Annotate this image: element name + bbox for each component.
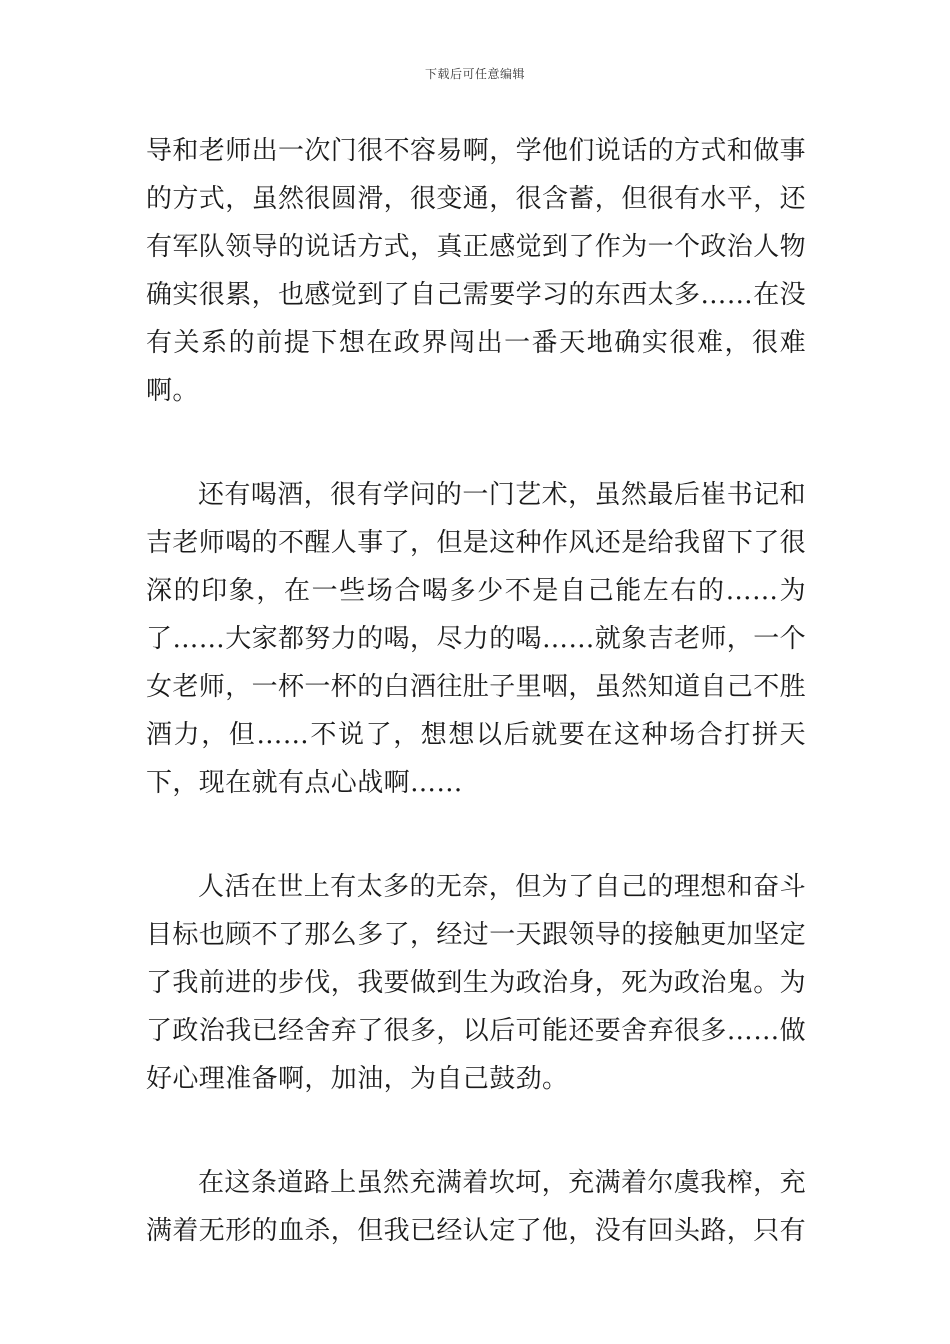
paragraph-1: 导和老师出一次门很不容易啊，学他们说话的方式和做事的方式，虽然很圆滑，很变通，很含蓄，但很有水平，还有军队领导的说话方式，真正感觉到了作为一个政治人物确实很累，也感觉到了自己需要学习的东西太多……在没有关系的前提下想在政界闯出一番天地确实很难，很难啊。 <box>146 136 807 406</box>
paragraph-gap <box>146 807 806 863</box>
paragraph-gap <box>146 1103 806 1159</box>
document-body <box>146 127 806 1255</box>
paragraph-3: 人活在世上有太多的无奈，但为了自己的理想和奋斗目标也顾不了那么多了，经过一天跟领导的接触更加坚定了我前进的步伐，我要做到生为政治身，死为政治鬼。为了政治我已经舍弃了很多，以后可能还要舍弃很多……做好心理准备啊，加油，为自己鼓劲。 <box>146 872 807 1094</box>
paragraph-gap <box>146 415 806 471</box>
paragraph-2: 还有喝酒，很有学问的一门艺术，虽然最后崔书记和吉老师喝的不醒人事了，但是这种作风还是给我留下了很深的印象，在一些场合喝多少不是自己能左右的……为了……大家都努力的喝，尽力的喝……就象吉老师，一个女老师，一杯一杯的白酒往肚子里咽，虽然知道自己不胜酒力，但……不说了，想想以后就要在这种场合打拼天下，现在就有点心战啊…… <box>146 480 807 798</box>
page-header: 下载后可任意编辑 <box>424 67 525 81</box>
paragraph-4: 在这条道路上虽然充满着坎坷，充满着尔虞我榨，充满着无形的血杀，但我已经认定了他，没有回头路，只有 <box>146 1168 807 1246</box>
